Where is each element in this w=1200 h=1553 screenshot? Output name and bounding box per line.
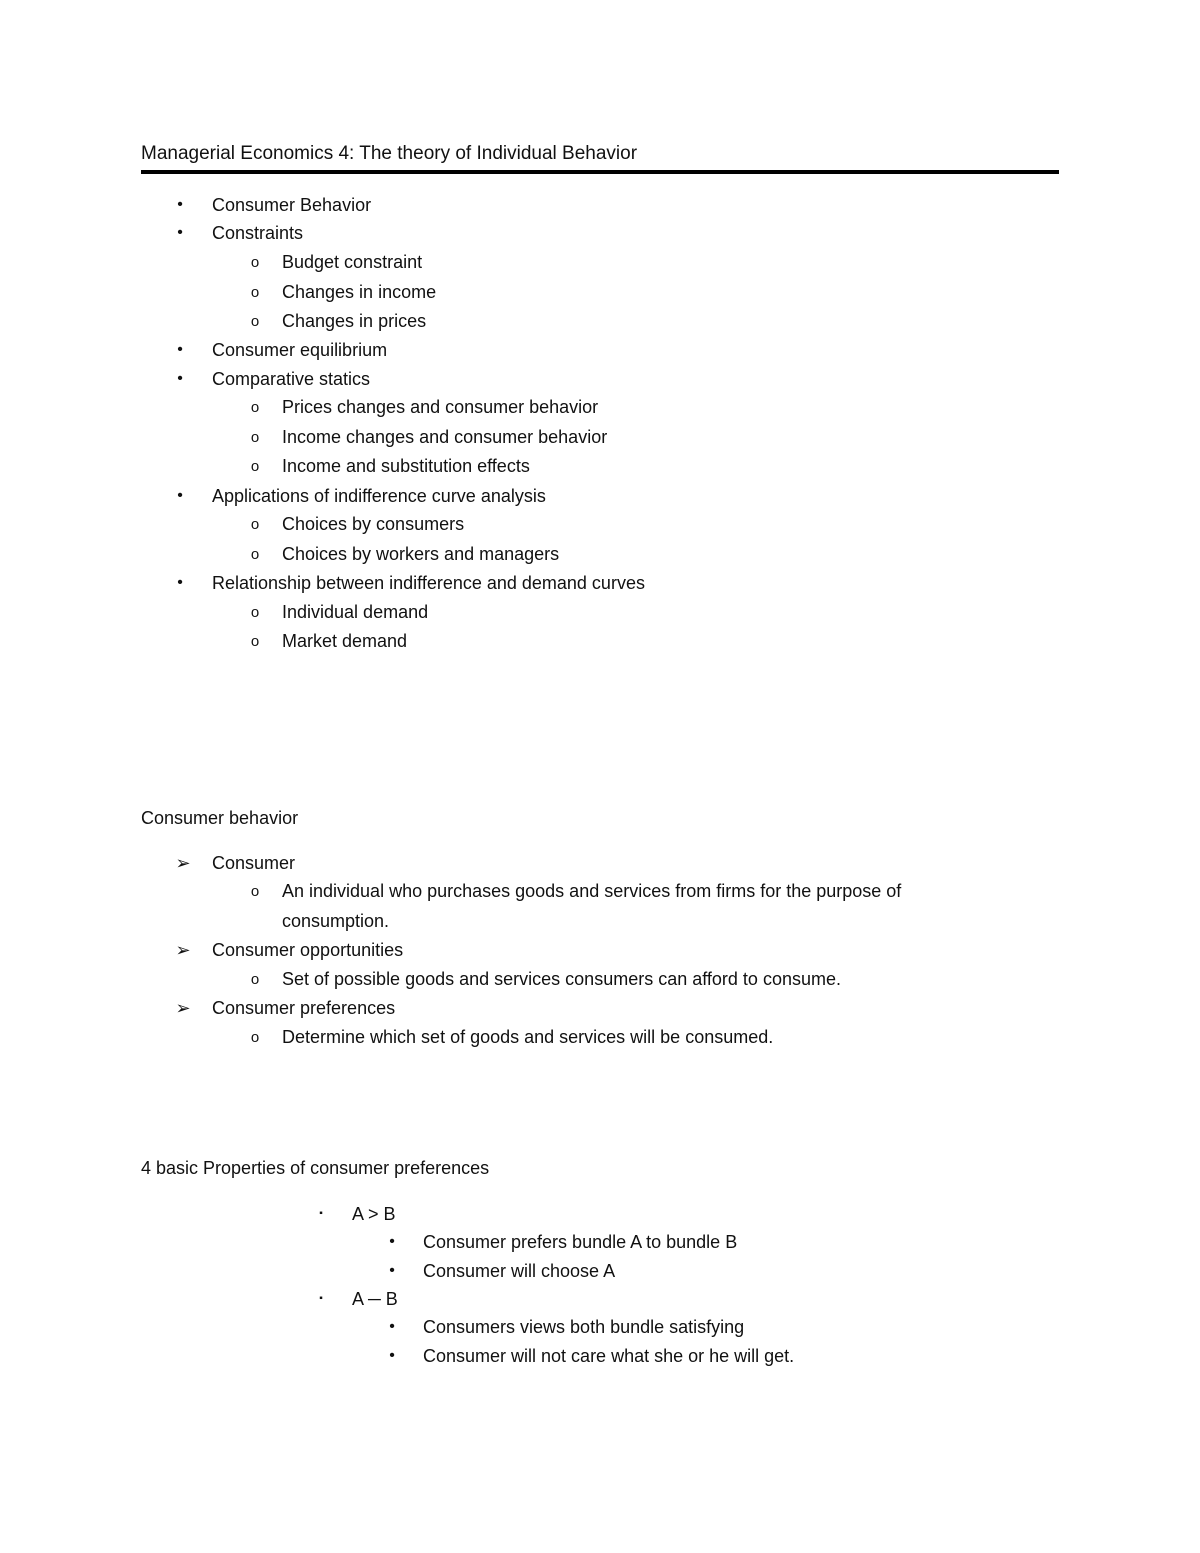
property-subitem: Consumer will choose A bbox=[423, 1261, 616, 1281]
bullet-icon: • bbox=[177, 196, 183, 213]
property-item: A ─ B bbox=[352, 1289, 398, 1309]
arrow-bullet-icon: ➢ bbox=[175, 853, 191, 873]
consumer-item: Consumer bbox=[212, 853, 296, 873]
outline-subitem: Budget constraint bbox=[282, 252, 423, 272]
consumer-subitem: Determine which set of goods and services will be consumed. bbox=[282, 1027, 774, 1047]
outline-subitem: Choices by consumers bbox=[282, 514, 465, 534]
circle-bullet-icon: o bbox=[250, 516, 260, 533]
document-title: Managerial Economics 4: The theory of Individual Behavior bbox=[141, 143, 638, 164]
circle-bullet-icon: o bbox=[250, 604, 260, 621]
outline-subitem: Market demand bbox=[282, 631, 408, 651]
bullet-icon: • bbox=[177, 370, 183, 387]
bullet-icon: • bbox=[177, 224, 183, 241]
property-subitem: Consumer will not care what she or he will get. bbox=[423, 1346, 795, 1366]
circle-bullet-icon: o bbox=[250, 254, 260, 271]
bullet-icon: • bbox=[389, 1233, 395, 1250]
outline-item: Consumer Behavior bbox=[212, 195, 372, 215]
circle-bullet-icon: o bbox=[250, 633, 260, 650]
outline-item: Constraints bbox=[212, 223, 304, 243]
circle-bullet-icon: o bbox=[250, 399, 260, 416]
circle-bullet-icon: o bbox=[250, 546, 260, 563]
consumer-subitem: consumption. bbox=[282, 911, 390, 931]
bullet-icon: • bbox=[177, 574, 183, 591]
square-bullet-icon: ▪ bbox=[319, 1293, 323, 1304]
consumer-subitem: Set of possible goods and services consumers can afford to consume. bbox=[282, 969, 841, 989]
property-subitem: Consumer prefers bundle A to bundle B bbox=[423, 1232, 738, 1252]
circle-bullet-icon: o bbox=[250, 1029, 260, 1046]
outline-item: Applications of indifference curve analysis bbox=[212, 486, 546, 506]
square-bullet-icon: ▪ bbox=[319, 1208, 323, 1219]
property-subitem: Consumers views both bundle satisfying bbox=[423, 1317, 745, 1337]
bullet-icon: • bbox=[389, 1262, 395, 1279]
circle-bullet-icon: o bbox=[250, 429, 260, 446]
outline-item: Relationship between indifference and demand curves bbox=[212, 573, 645, 593]
outline-subitem: Changes in income bbox=[282, 282, 437, 302]
circle-bullet-icon: o bbox=[250, 458, 260, 475]
section-heading-consumer-behavior: Consumer behavior bbox=[141, 808, 299, 828]
property-item: A > B bbox=[352, 1204, 396, 1224]
circle-bullet-icon: o bbox=[250, 284, 260, 301]
outline-subitem: Income and substitution effects bbox=[282, 456, 530, 476]
bullet-icon: • bbox=[177, 487, 183, 504]
outline-subitem: Prices changes and consumer behavior bbox=[282, 397, 599, 417]
outline-item: Consumer equilibrium bbox=[212, 340, 388, 360]
arrow-bullet-icon: ➢ bbox=[175, 998, 191, 1018]
bullet-icon: • bbox=[389, 1318, 395, 1335]
circle-bullet-icon: o bbox=[250, 883, 260, 900]
outline-item: Comparative statics bbox=[212, 369, 371, 389]
bullet-icon: • bbox=[389, 1347, 395, 1364]
outline-subitem: Choices by workers and managers bbox=[282, 544, 560, 564]
outline-subitem: Income changes and consumer behavior bbox=[282, 427, 608, 447]
consumer-subitem: An individual who purchases goods and services from firms for the purpose of bbox=[282, 881, 902, 901]
consumer-item: Consumer preferences bbox=[212, 998, 396, 1018]
circle-bullet-icon: o bbox=[250, 971, 260, 988]
title-rule bbox=[141, 170, 1059, 174]
circle-bullet-icon: o bbox=[250, 313, 260, 330]
section-heading-properties: 4 basic Properties of consumer preferences bbox=[141, 1158, 490, 1178]
outline-subitem: Individual demand bbox=[282, 602, 429, 622]
consumer-item: Consumer opportunities bbox=[212, 940, 404, 960]
bullet-icon: • bbox=[177, 341, 183, 358]
outline-subitem: Changes in prices bbox=[282, 311, 427, 331]
arrow-bullet-icon: ➢ bbox=[175, 940, 191, 960]
